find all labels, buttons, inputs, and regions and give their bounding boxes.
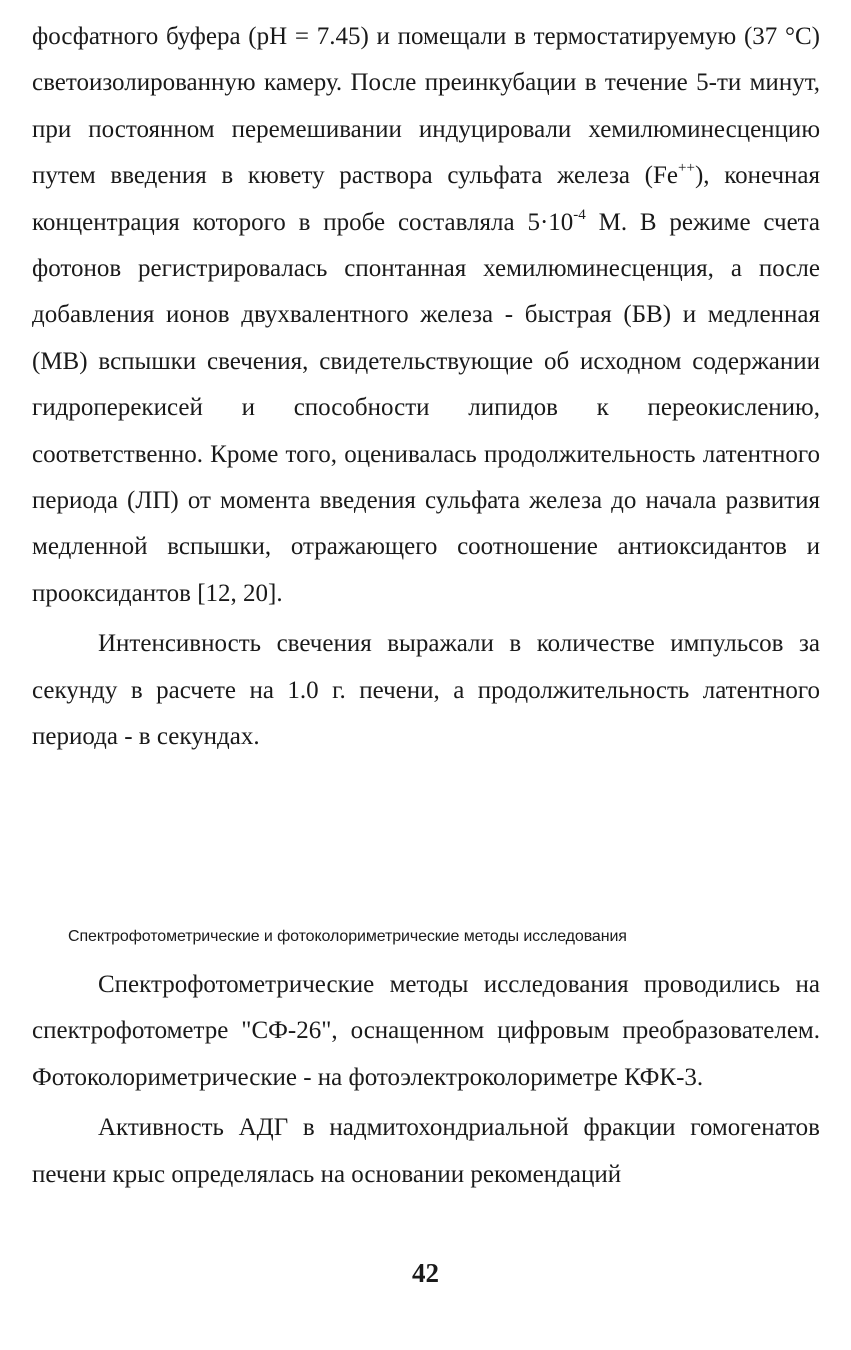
paragraph-1-part-3: М. В режиме счета фотонов регистрировалась спонтанная хемилюминесценция, а после добавления ионов двухвалентного железа - быстрая (БВ) и медленная (МВ) вспышки свечения, свидетельствующие об исходном содержании гидроперекисей и способности липидов к переокислению, соответственно. Кроме того, оценивалась продолжительность латентного периода (ЛП) от момента введения сульфата железа до начала развития медленной вспышки, отражающего соотношение антиоксидантов и прооксидантов [12, 20].	[32, 208, 820, 607]
paragraph-1-part-1: фосфатного буфера (pH = 7.45) и помещали в термостатируемую (37 °С) светоизолированную камеру. После преинкубации в течение 5-ти минут, при постоянном перемешивании индуцировали хемилюминесценцию путем введения в кювету раствора сульфата железа (Fe	[32, 23, 820, 190]
paragraph-adh-activity: Активность АДГ в надмитохондриальной фракции гомогенатов печени крыс определялась на основании рекомендаций	[32, 1114, 820, 1188]
text-block-upper	[32, 14, 820, 761]
paragraph-spectrophotometry: Спектрофотометрические методы исследования проводились на спектрофотометре "СФ-26", оснащенном цифровым преобразователем. Фотоколориметрические - на фотоэлектроколориметре КФК-3.	[32, 971, 820, 1091]
page-number: 42	[412, 1258, 439, 1288]
paragraph-intensity-units: Интенсивность свечения выражали в количестве импульсов за секунду в расчете на 1.0 г. печени, а продолжительность латентного периода - в секундах.	[32, 630, 820, 751]
text-block-lower	[32, 962, 820, 1198]
section-heading: Спектрофотометрические и фотоколориметрические методы исследования	[68, 928, 627, 945]
paragraph-chemiluminescence-method	[32, 14, 820, 617]
exponent-superscript: -4	[573, 206, 586, 223]
paragraph-1-part-2: ), конечная концентрация которого в пробе составляла 5·10	[32, 162, 820, 236]
iron-charge-superscript: ++	[678, 160, 695, 177]
